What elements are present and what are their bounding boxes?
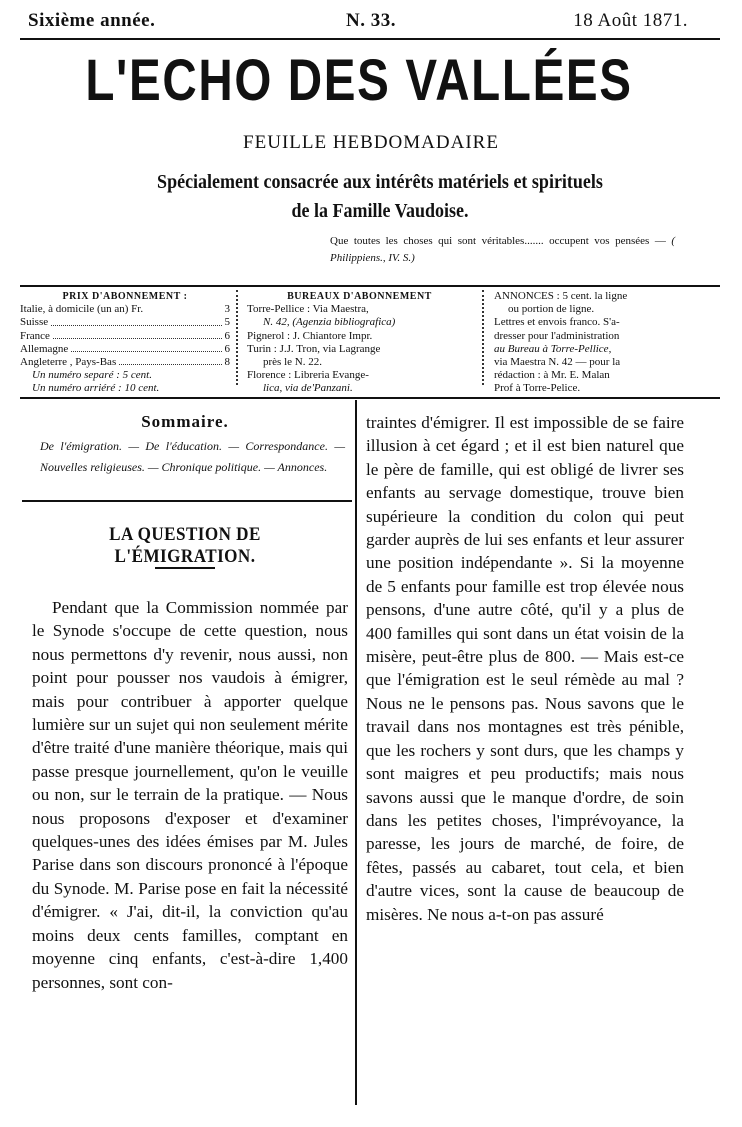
article-title: LA QUESTION DE L'ÉMIGRATION. — [109, 524, 261, 567]
subscription-offices — [247, 290, 472, 396]
price-row: Angleterre , Pays-Bas 8 — [20, 356, 230, 369]
summary-title: Sommaire. — [141, 412, 229, 431]
info-divider — [236, 290, 238, 385]
office-line: Florence : Libreria Evange- — [247, 369, 369, 382]
back-issue-note: Un numéro arriéré : 10 cent. — [32, 382, 160, 395]
office-line: N. 42, (Agenzia bibliografica) — [263, 316, 396, 329]
year-label: Sixième année. — [28, 10, 156, 31]
title-ornament-rule — [155, 567, 215, 569]
price-row: Suisse 5 — [20, 316, 230, 329]
header-rule — [20, 38, 720, 40]
office-line: Pignerol : J. Chiantore Impr. — [247, 329, 373, 342]
epigraph-text: Que toutes les choses qui sont véritables....... occupent vos pensées — — [330, 235, 666, 247]
summary-rule — [22, 500, 352, 502]
subscription-prices — [20, 290, 230, 396]
ad-line: via Maestra N. 42 — pour la — [494, 356, 621, 369]
article-right-column: traintes d'émigrer. Il est impossible de se faire illusion à cet égard ; et il est bien naturel que le père de famille, qui est obligé de livrer ses enfants au servage domestique, trouve bien supérieure la condition du colon qui peut garder auprès de lui ses enfants et leur assurer une position indépendante ». Si la moyenne de 5 enfants pour famille est trop élevée nous pensons, d'une autre côté, qu'il y a plus de 400 familles qui sont dans un état voisin de la misère, peut-être plus de 800. — Mais est-ce que l'émigration est le seul rémède au mal ? Nous ne le pensons pas. Nous savons que le travail dans nos montagnes est très pénible, que les rochers y sont durs, que les champs y sont maigres et peu productifs; mais nous savons aussi que le manque d'ordre, de soin dans les petites choses, l'imprévoyance, la paresse, les jours de marché, de foire, de fêtes, passés au cabaret, tout cela, et bien d'autre vices, sont la cause de beaucoup de misères. Ne nous a-t-on pas assuré — [366, 413, 684, 924]
masthead-tagline — [92, 168, 668, 226]
masthead-title: L'ECHO DES VALLÉES — [85, 48, 633, 113]
column-divider — [355, 400, 357, 1105]
ad-line: au Bureau à Torre-Pellice, — [494, 342, 612, 355]
epigraph — [330, 233, 675, 267]
article-left-column: Pendant que la Commission nommée par le Synode s'occupe de cette question, nous nous permettons d'y revenir, nous aussi, non point pour pousser nos vaudois à émigrer, mais pour contribuer à apporter quelque lumière sur un sujet qui non seulement mérite d'être traité d'une manière théorique, mais qui passe presque journellement, qu'on le veuille ou non, sur le terrain de la pratique. — Nous nous proposons d'exposer et d'examiner quelques-unes des idées émises par M. Jules Parise dans son discours prononcé à l'époque du Synode. M. Parise pose en fait la nécessité d'émigrer. « J'ai, dit-il, la conviction qu'au moins deux cents familles, comptant en moyenne cinq enfants, c'est-à-dire 1,400 personnes, sont con- — [32, 598, 348, 992]
office-line: Torre-Pellice : Via Maestra, — [247, 303, 369, 316]
office-line: près le N. 22. — [263, 356, 322, 369]
price-row: Allemagne 6 — [20, 342, 230, 355]
tagline-line-1: Spécialement consacrée aux intérêts matériels et spirituels — [157, 171, 603, 193]
ad-line: Lettres et envois franco. S'a- — [494, 316, 620, 329]
ad-line: Prof à Torre-Pelice. — [494, 382, 581, 395]
ad-line: ou portion de ligne. — [508, 303, 595, 316]
issue-number: N. 33. — [346, 10, 396, 31]
issue-date: 18 Août 1871. — [573, 10, 688, 31]
single-issue-note: Un numéro separé : 5 cent. — [32, 369, 152, 382]
ad-line: dresser pour l'administration — [494, 329, 620, 342]
office-line: Turin : J.J. Tron, via Lagrange — [247, 342, 381, 355]
info-top-rule — [20, 285, 720, 287]
tagline-line-2: de la Famille Vaudoise. — [291, 200, 469, 222]
summary-text: De l'émigration. — De l'éducation. — Correspondance. — Nouvelles religieuses. — Chronique politique. — Annonces. — [40, 439, 345, 474]
price-row: Italie, à domicile (un an) Fr. 3 — [20, 303, 230, 316]
info-divider — [482, 290, 484, 385]
subscription-title: PRIX D'ABONNEMENT : — [62, 291, 188, 302]
office-line: lica, via de'Panzani. — [263, 382, 353, 395]
masthead-subtitle: FEUILLE HEBDOMADAIRE — [243, 132, 499, 153]
price-row: France 6 — [20, 329, 230, 342]
offices-title: BUREAUX D'ABONNEMENT — [287, 291, 432, 302]
advertising-info — [494, 290, 689, 396]
ad-line: rédaction : à Mr. E. Malan — [494, 369, 610, 382]
epigraph-source: ( Philippiens., IV. S.) — [330, 235, 676, 264]
header-line — [28, 6, 688, 36]
ad-line: ANNONCES : 5 cent. la ligne — [494, 290, 628, 302]
info-bottom-rule — [20, 397, 720, 399]
